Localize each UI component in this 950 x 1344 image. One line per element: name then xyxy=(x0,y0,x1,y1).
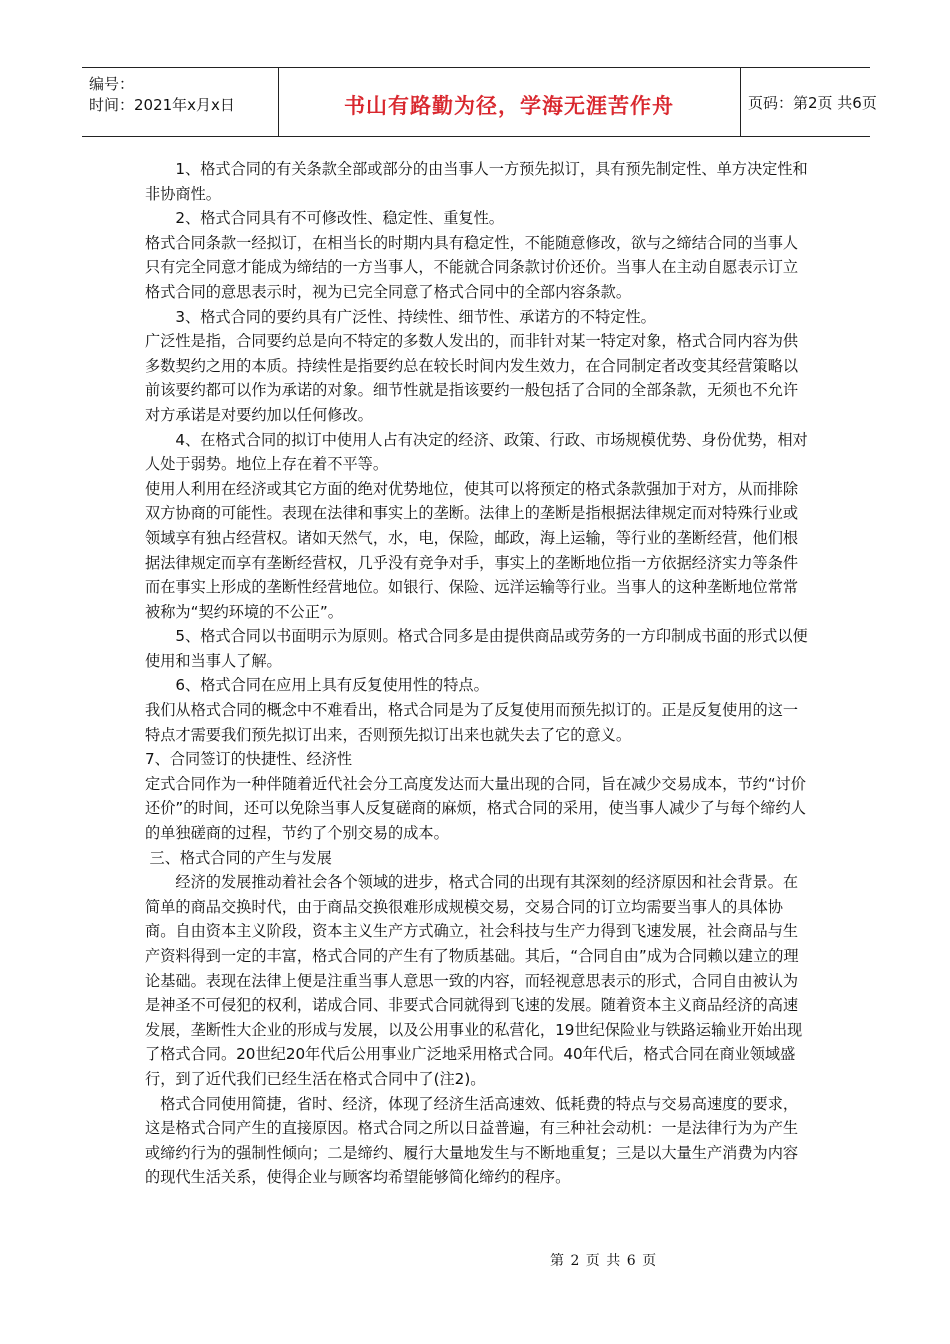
paragraph: 7、合同签订的快捷性、经济性 xyxy=(145,750,353,769)
page-header xyxy=(82,67,877,137)
paragraph: 定式合同作为一种伴随着近代社会分工高度发达而大量出现的合同，旨在减少交易成本，节约“讨价还价”的时间，还可以免除当事人反复磋商的麻烦，格式合同的采用，使当事人减少了与每个缔约人的单独磋商的过程，节约了个别交易的成本。 xyxy=(145,774,806,843)
document-body xyxy=(145,157,810,1190)
paragraph: 1、格式合同的有关条款全部或部分的由当事人一方预先拟订，具有预先制定性、单方决定性和非协商性。 xyxy=(145,160,808,203)
paragraph: 4、在格式合同的拟订中使用人占有决定的经济、政策、行政、市场规模优势、身份优势，相对人处于弱势。地位上存在着不平等。 xyxy=(145,430,808,474)
page-footer: 第 2 页 共 6 页 xyxy=(550,1253,658,1269)
paragraph: 使用人利用在经济或其它方面的绝对优势地位，使其可以将预定的格式条款强加于对方，从而排除双方协商的可能性。表现在法律和事实上的垄断。法律上的垄断是指根据法律规定而对特殊行业或领域享有独占经营权。诸如天然气，水，电，保险，邮政，海上运输，等行业的垄断经营，他们根据法律规定而享有垄断经营权，几乎没有竞争对手，事实上的垄断地位指一方依据经济实力等条件而在事实上形成的垄断性经营地位。如银行、保险、远洋运输等行业。当事人的这种垄断地位常常被称为“契约环境的不公正”。 xyxy=(145,479,799,621)
paragraph: 6、格式合同在应用上具有反复使用性的特点。 xyxy=(175,676,489,695)
paragraph: 经济的发展推动着社会各个领域的进步，格式合同的出现有其深刻的经济原因和社会背景。在简单的商品交换时代，由于商品交换很难形成规模交易，交易合同的订立均需要当事人的具体协商。自由资本主义阶段，资本主义生产方式确立，社会科技与生产力得到飞速发展，社会商品与生产资料得到一定的丰富，格式合同的产生有了物质基础。其后，“合同自由”成为合同赖以建立的理论基础。表现在法律上便是注重当事人意思一致的内容，而轻视意思表示的形式，合同自由被认为是神圣不可侵犯的权利，诺成合同、非要式合同就得到飞速的发展。随着资本主义商品经济的高速发展，垄断性大企业的形成与发展，以及公用事业的私营化，19世纪保险业与铁路运输业开始出现了格式合同。20世纪20年代后公用事业广泛地采用格式合同。40年代后，格式合同在商业领域盛行，到了近代我们已经生活在格式合同中了(注2)。 xyxy=(145,873,803,1088)
paragraph: 格式合同使用简捷，省时、经济，体现了经济生活高速效、低耗费的特点与交易高速度的要求，这是格式合同产生的直接原因。格式合同之所以日益普遍，有三种社会动机：一是法律行为为产生或缔约行为的强制性倾向；二是缔约、履行大量地发生与不断地重复；三是以大量生产消费为内容的现代生活关系，使得企业与顾客均希望能够简化缔约的程序。 xyxy=(145,1094,799,1187)
document-number-label: 编号： xyxy=(89,75,135,93)
header-page-number: 页码：第2页 共6页 xyxy=(748,94,877,112)
paragraph: 我们从格式合同的概念中不难看出，格式合同是为了反复使用而预先拟订的。正是反复使用的这一特点才需要我们预先拟订出来，否则预先拟订出来也就失去了它的意义。 xyxy=(145,701,799,744)
header-info-cell xyxy=(82,68,279,136)
header-motto: 书山有路勤为径，学海无涯苦作舟 xyxy=(344,94,674,118)
paragraph: 广泛性是指，合同要约总是向不特定的多数人发出的，而非针对某一特定对象，格式合同内容为供多数契约之用的本质。持续性是指要约总在较长时间内发生效力，在合同制定者改变其经营策略以前该要约都可以作为承诺的对象。细节性就是指该要约一般包括了合同的全部条款，无须也不允许对方承诺是对要约加以任何修改。 xyxy=(145,332,799,424)
paragraph: 2、格式合同具有不可修改性、稳定性、重复性。 xyxy=(175,209,504,228)
paragraph: 格式合同条款一经拟订，在相当长的时期内具有稳定性，不能随意修改，欲与之缔结合同的当事人只有完全同意才能成为缔结的一方当事人，不能就合同条款讨价还价。当事人在主动自愿表示订立格式合同的意思表示时，视为已完全同意了格式合同中的全部内容条款。 xyxy=(145,233,799,301)
header-page-cell xyxy=(740,68,877,136)
section-heading: 三、格式合同的产生与发展 xyxy=(149,848,332,867)
document-date-label: 时间：2021年x月x日 xyxy=(89,96,235,114)
paragraph: 5、格式合同以书面明示为原则。格式合同多是由提供商品或劳务的一方印制成书面的形式以便使用和当事人了解。 xyxy=(145,627,808,670)
header-motto-cell xyxy=(278,68,741,136)
paragraph: 3、格式合同的要约具有广泛性、持续性、细节性、承诺方的不特定性。 xyxy=(175,307,656,326)
